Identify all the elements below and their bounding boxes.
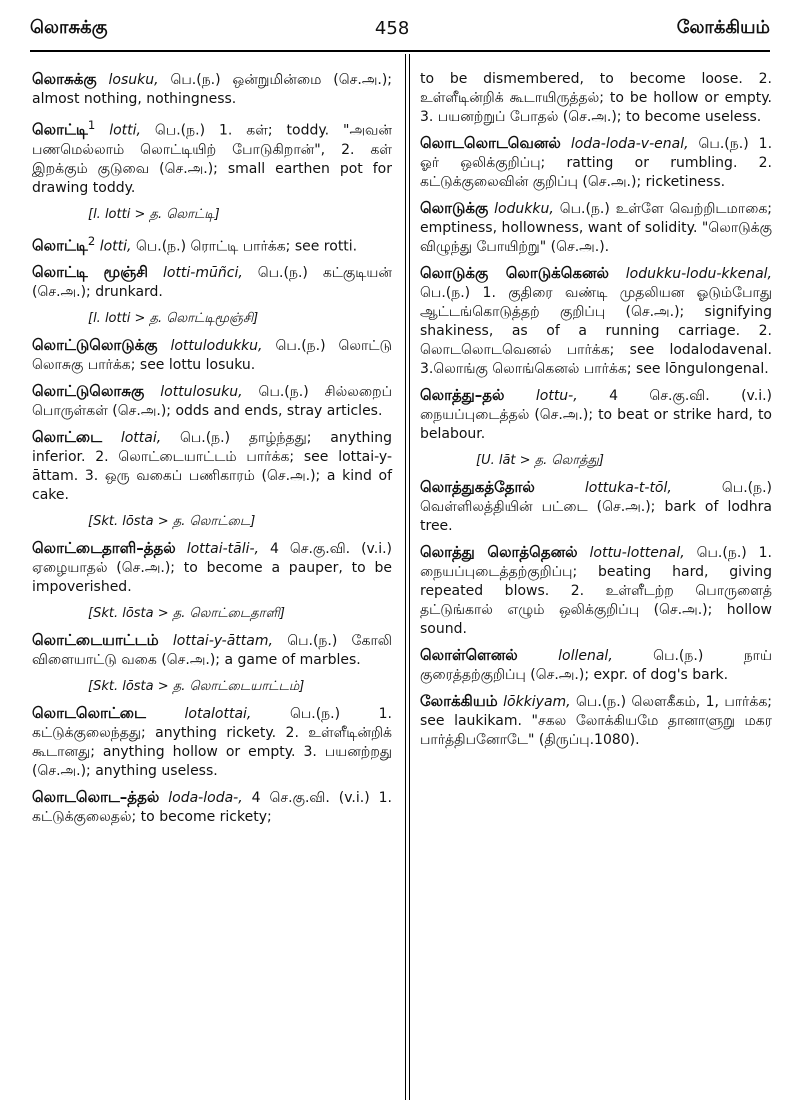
entry-part-of-speech: பெ.(ந.) — [287, 633, 338, 650]
entry-definition: சில்லறைப் பொருள்கள் (செ.அ.); odds and ends, stray articles. — [32, 384, 393, 420]
dictionary-entry — [420, 692, 772, 750]
page-header — [30, 10, 770, 46]
dictionary-entry — [420, 543, 772, 639]
entry-definition: to be dismembered, to become loose. 2. உள்ளீடின்றிக் கூடாயிருத்தல்; to be hollow or empty. 3. பயனற்றுப் போதல் (செ.அ.); to become useless. — [420, 71, 772, 125]
headword-superscript: 2 — [87, 233, 96, 248]
entry-part-of-speech: பெ.(ந.) — [721, 480, 772, 496]
entry-etymology: [Skt. lōsta > த. லொட்டைதாளி] — [88, 606, 285, 622]
entry-definition: நாய் குரைத்தற்குறிப்பு (செ.அ.); expr. of dog's bark. — [420, 648, 773, 683]
entry-transliteration: lotti, — [109, 122, 141, 139]
dictionary-entry — [420, 478, 772, 536]
entry-transliteration: lotti, — [99, 238, 132, 255]
entry-definition: (v.i.) ஏழையாதல் (செ.அ.); to become a pauper, to be impoverished. — [32, 541, 393, 596]
entry-part-of-speech: பெ.(ந.) — [275, 338, 326, 355]
entry-headword: லொடுக்கு — [420, 199, 489, 217]
entry-part-of-speech: பெ.(ந.) — [576, 694, 627, 710]
entry-headword: லொட்டைதாளி–த்தல் — [32, 539, 176, 558]
entry-transliteration: lollenal, — [558, 648, 613, 664]
entry-part-of-speech: பெ.(ந.) — [698, 136, 749, 152]
dictionary-entry — [420, 70, 772, 127]
entry-definition: ஒன்றுமின்மை (செ.அ.); almost nothing, nothingness. — [32, 72, 393, 107]
dictionary-entry — [32, 428, 392, 505]
entry-headword: லோக்கியம் — [420, 692, 498, 710]
entry-definition: 1. கள்; toddy. "அவன் பணமெல்லாம் லொட்டியிற் போடுகிறான்", 2. கள் இறக்கும் குடுவை (செ.அ.); small earthen pot for drawing toddy. — [32, 122, 392, 196]
entry-transliteration: loda-loda-v-enal, — [570, 136, 689, 152]
column-divider — [405, 54, 406, 1100]
dictionary-entry — [32, 382, 392, 421]
entry-transliteration: lottai-y-āttam, — [172, 633, 273, 650]
entry-headword: லொட்டுலொசுகு — [32, 382, 145, 401]
entry-transliteration: lotti-mūñci, — [162, 265, 243, 282]
entry-etymology: [l. lotti > த. லொட்டிமூஞ்சி] — [88, 311, 259, 327]
entry-transliteration: lottai, — [120, 430, 162, 447]
entry-transliteration: lōkkiyam, — [503, 694, 571, 710]
entry-definition: (v.i.) 1. கட்டுக்குலைதல்; to become rickety; — [32, 790, 392, 826]
entry-headword: லொத்து லொத்தெனல் — [420, 543, 578, 561]
entry-definition: லௌகீகம், 1, பார்க்க; see laukikam. "சகல லோக்கியமே தானாளுறு மகர பார்த்திபனோடே" (திருப்பு.1080). — [420, 694, 772, 748]
dictionary-entry — [32, 70, 392, 109]
dictionary-entry — [32, 788, 392, 827]
entry-part-of-speech: பெ.(ந.) — [258, 384, 309, 401]
dictionary-entry — [32, 232, 392, 257]
dictionary-entry — [32, 336, 392, 375]
entry-part-of-speech: பெ.(ந.) — [559, 201, 610, 217]
entry-definition: ரொட்டி பார்க்க; see rotti. — [190, 238, 358, 255]
entry-headword: லொடலொட–த்தல் — [32, 788, 160, 807]
entry-headword: லொட்டி — [32, 236, 88, 255]
header-rule — [30, 50, 770, 52]
entry-transliteration: losuku, — [108, 72, 159, 88]
dictionary-entry — [420, 264, 772, 379]
dictionary-entry — [420, 646, 772, 685]
entry-definition: உள்ளே வெற்றிடமாகை; emptiness, hollowness, want of solidity. "லொடுக்கு விழுந்து போயிற்று" (செ.அ.). — [420, 201, 773, 255]
entry-part-of-speech: பெ.(ந.) — [135, 238, 187, 255]
entry-transliteration: lottu-lottenal, — [589, 545, 685, 561]
entry-etymology: [Skt. lōsta > த. லொட்டையாட்டம்] — [88, 679, 305, 695]
entry-transliteration: loda-loda-, — [168, 790, 243, 807]
entry-part-of-speech: 4 செ.கு.வி. (v.i.) — [609, 388, 772, 404]
entry-transliteration: lottulodukku, — [170, 338, 263, 355]
entry-headword: லொட்டி — [32, 120, 88, 139]
entry-headword: லொத்து–தல் — [420, 386, 505, 404]
dictionary-entry — [420, 134, 772, 192]
entry-part-of-speech: பெ.(ந.) — [696, 545, 747, 561]
entry-headword: லொட்டை — [32, 428, 103, 447]
entry-definition: கோலி விளையாட்டு வகை (செ.அ.); a game of marbles. — [32, 633, 393, 669]
left-column — [32, 70, 392, 834]
entry-etymology: [U. lāt > த. லொத்து] — [476, 453, 604, 468]
entry-transliteration: lottuka-t-tōl, — [584, 480, 672, 496]
dictionary-entry — [32, 263, 392, 302]
entry-headword: லொசுக்கு — [32, 70, 97, 88]
entry-transliteration: lotalottai, — [184, 706, 252, 723]
entry-part-of-speech: பெ.(ந.) — [420, 285, 471, 301]
entry-transliteration: lottu-, — [535, 388, 578, 404]
entry-part-of-speech: பெ.(ந.) — [289, 706, 341, 723]
entry-part-of-speech: 4 செ.கு.வி. — [251, 790, 330, 807]
entry-definition: 1. ஓர் ஒலிக்குறிப்பு; ratting or rumbling. 2. கட்டுக்குலைவின் குறிப்பு (செ.அ.); ricketiness. — [420, 136, 773, 190]
entry-headword: லொட்டுலொடுக்கு — [32, 336, 158, 355]
entry-definition: நையப்புடைத்தல் (செ.அ.); to beat or strike hard, to belabour. — [420, 407, 772, 442]
entry-etymology: [l. lotti > த. லொட்டி] — [88, 206, 220, 222]
entry-transliteration: lottulosuku, — [160, 384, 243, 401]
entry-definition: 1. கட்டுக்குலைந்தது; anything rickety. 2. உள்ளீடின்றிக் கூடானது; anything hollow or empty. 3. பயனற்றது (செ.அ.); anything useless. — [32, 706, 392, 780]
column-divider-inner — [409, 54, 410, 1100]
entry-definition: கட்குடியன் (செ.அ.); drunkard. — [32, 265, 392, 301]
entry-part-of-speech: பெ.(ந.) — [154, 122, 206, 139]
entry-headword: லொத்துகத்தோல் — [420, 478, 535, 496]
header-left-guideword: லொசுக்கு — [30, 16, 108, 38]
dictionary-entry — [32, 704, 392, 781]
entry-part-of-speech: பெ.(ந.) — [257, 265, 308, 282]
entry-definition: தாழ்ந்தது; anything inferior. 2. லொட்டையாட்டம் பார்க்க; see lottai-y-āttam. 3. ஒரு வகைப் பணிகாரம் (செ.அ.); a kind of cake. — [32, 430, 392, 504]
entry-headword: லொள்ளெனல் — [420, 646, 518, 664]
entry-headword: லொட்டையாட்டம் — [32, 631, 159, 650]
entry-part-of-speech: பெ.(ந.) — [170, 72, 221, 88]
dictionary-entry — [32, 116, 392, 198]
entry-part-of-speech: 4 செ.கு.வி. — [269, 541, 351, 558]
entry-definition: 1. நையப்புடைத்தற்குறிப்பு; beating hard, giving repeated blows. 2. உள்ளீடற்ற பொருளைத் தட்டுங்கால் எழும் ஒலிக்குறிப்பு (செ.அ.); hollow sound. — [420, 545, 772, 637]
dictionary-entry — [420, 199, 772, 257]
entry-part-of-speech: பெ.(ந.) — [179, 430, 231, 447]
entry-headword: லொட்டி மூஞ்சி — [32, 263, 149, 282]
entry-headword: லொடலொடவெனல் — [420, 134, 561, 152]
entry-etymology: [Skt. lōsta > த. லொட்டை] — [88, 514, 256, 530]
entry-transliteration: lodukku, — [494, 201, 554, 217]
entry-definition: வெள்ளிலத்தியின் பட்டை (செ.அ.); bark of lodhra tree. — [420, 499, 772, 534]
page-number: 458 — [374, 17, 410, 39]
dictionary-entry — [32, 539, 392, 597]
headword-superscript: 1 — [87, 118, 96, 132]
header-right-guideword: லோக்கியம் — [676, 16, 770, 38]
entry-definition: லொட்டு லொசுகு பார்க்க; see lottu losuku. — [32, 338, 393, 374]
entry-part-of-speech: பெ.(ந.) — [653, 648, 704, 664]
entry-definition: 1. குதிரை வண்டி முதலியன ஓடும்போது ஆட்டங்கொடுத்தற் குறிப்பு (செ.அ.); signifying shakiness, as of a running carriage. 2. லொடலொடவெனல் பார்க்க; see lodalodavenal. 3.லொங்கு லொங்கெனல் பார்க்க; see lōngulongenal. — [420, 285, 772, 377]
entry-transliteration: lodukku-lodu-kkenal, — [625, 266, 773, 282]
entry-headword: லொடலொட்டை — [32, 704, 146, 723]
right-column — [420, 70, 772, 757]
entry-transliteration: lottai-tāli-, — [186, 541, 259, 558]
dictionary-entry — [32, 631, 392, 670]
entry-headword: லொடுக்கு லொடுக்கெனல் — [420, 264, 609, 282]
dictionary-entry — [420, 386, 772, 444]
